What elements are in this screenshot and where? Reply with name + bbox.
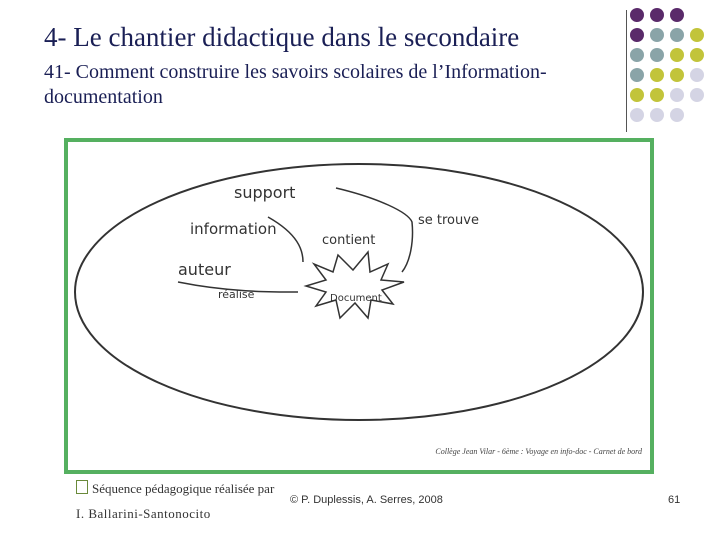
dot-icon [650,68,664,82]
document-icon [76,480,88,494]
diagram-credit: Collège Jean Vilar - 6ème : Voyage en info-doc - Carnet de bord [435,447,642,456]
document-burst [306,252,404,318]
dot-icon [690,68,704,82]
slide-subtitle: 41- Comment construire les savoirs scolaires de l’Information-documentation [44,61,547,108]
dot-icon [630,48,644,62]
dot-icon [630,28,644,42]
dot-icon [690,88,704,102]
dot-icon [630,68,644,82]
label-support: support [234,183,296,202]
diagram-frame [64,138,654,474]
page-number: 61 [668,494,681,506]
dot-icon [650,108,664,122]
dot-icon [670,108,684,122]
caption [76,480,274,497]
label-document: Document [330,293,382,304]
dot-icon [630,88,644,102]
label-information: information [190,220,277,238]
dot-icon [670,88,684,102]
concept-map [68,142,650,470]
label-se-trouve: se trouve [418,213,479,228]
header-divider [626,10,627,132]
label-auteur: auteur [178,260,231,279]
dot-icon [690,28,704,42]
dot-icon [690,48,704,62]
dot-icon [670,68,684,82]
dot-icon [650,8,664,22]
dot-icon [670,48,684,62]
dot-icon [630,8,644,22]
dot-icon [670,28,684,42]
caption-text: Séquence pédagogique réalisée par [92,481,275,496]
dot-icon [630,108,644,122]
label-realise: réalise [218,288,255,301]
slide-title: 4- Le chantier didactique dans le secondaire [44,22,520,52]
dot-icon [650,28,664,42]
dot-icon [670,8,684,22]
support-arrow [336,188,413,272]
author-name: I. Ballarini-Santonocito [76,506,211,521]
dot-icon [650,48,664,62]
copyright: © P. Duplessis, A. Serres, 2008 [290,494,443,506]
label-contient: contient [322,233,376,248]
dot-icon [650,88,664,102]
